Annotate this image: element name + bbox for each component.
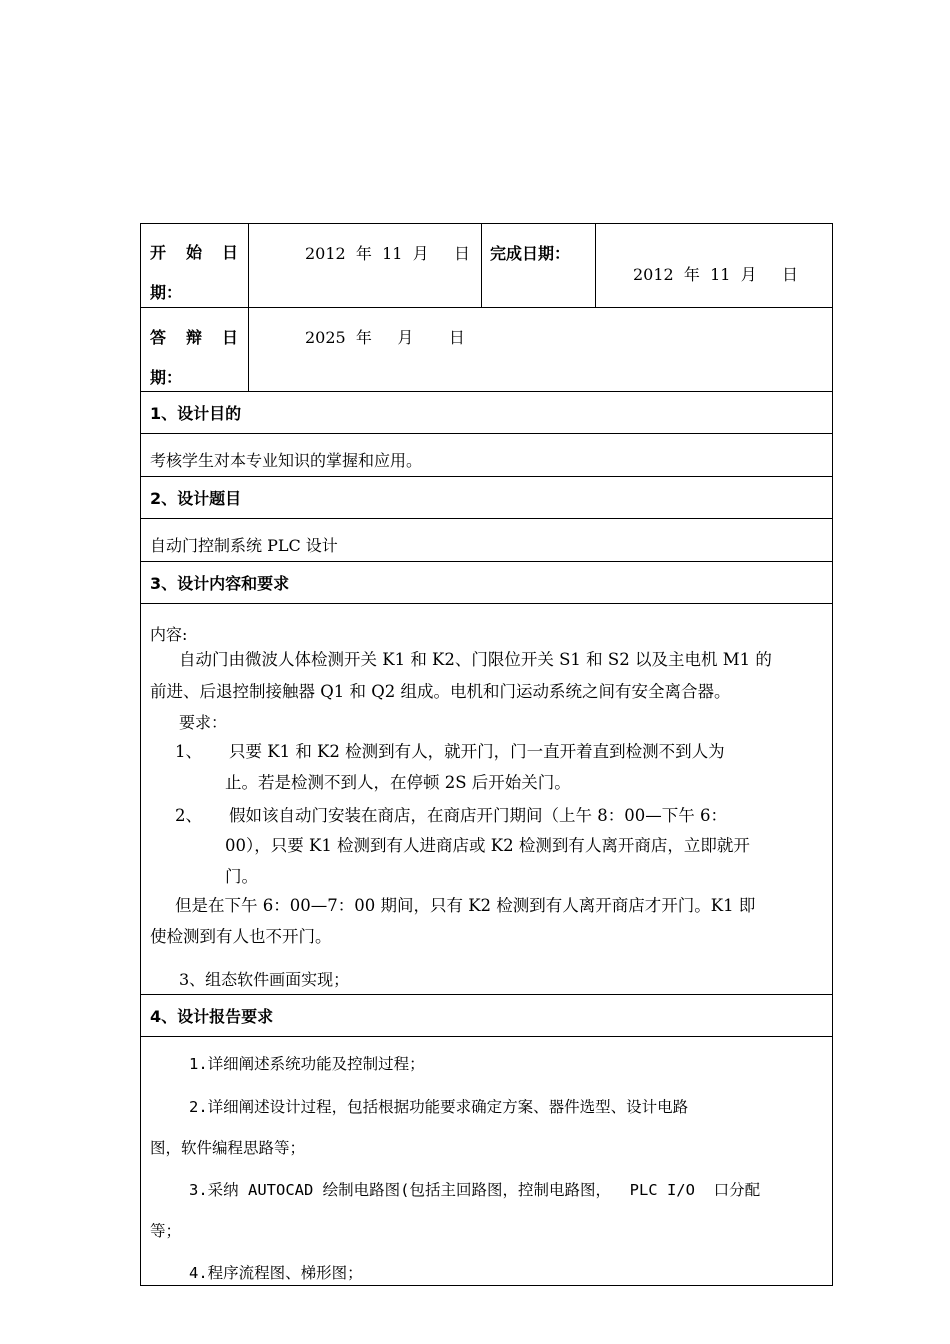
section-4-body: 1.详细阐述系统功能及控制过程； 2.详细阐述设计过程，包括根据功能要求确定方案、器件选型、设计电路 图，软件编程思路等； 3.采纳 AUTOCAD 绘制电路图(包括主回路图，控制电路图， PLC I/O 口分配 等； 4.程序流程图、梯形图； [141, 1037, 832, 1285]
start-date-label: 开 始 日 期： [150, 243, 238, 302]
defense-date-value: 2025 年 月 日 [248, 308, 832, 391]
section-2-header: 2、设计题目 [141, 477, 832, 519]
content-paragraph-2: 但是在下午 6：00—7：00 期间，只有 K2 检测到有人离开商店才开门。K1 即 [175, 896, 756, 915]
content-paragraph-1: 自动门由微波人体检测开关 K1 和 K2、门限位开关 S1 和 S2 以及主电机 M1 的 [179, 650, 772, 669]
section-3-header: 3、设计内容和要求 [141, 562, 832, 604]
section-2-body: 自动门控制系统 PLC 设计 [141, 519, 832, 562]
section-1-body: 考核学生对本专业知识的掌握和应用。 [141, 434, 832, 477]
section-3-body: 内容: 自动门由微波人体检测开关 K1 和 K2、门限位开关 S1 和 S2 以及主电机 M1 的 前进、后退控制接触器 Q1 和 Q2 组成。电机和门运动系统之间有安全离合器。 要求： 1、 只要 K1 和 K2 检测到有人，就开门，门一直开着直到检测不到人为 止。若是检测不到人，在停顿 2S 后开始关门。 2、 假如该自动门安装在商店，在商店开门期间（上午 8：00—下午 6： 00），只要 K1 检测到有人进商店或 K2 检测到有人离开商店，立即就开 门。 但是在下午 6：00—7：00 期间，只有 K2 检测到有人离开商店才开门。K1 即 使检测到有人也不开门。 3、组态软件画面实现； [141, 604, 832, 995]
section-1-header: 1、设计目的 [141, 392, 832, 434]
report-item-3: 3.采纳 AUTOCAD 绘制电路图(包括主回路图，控制电路图， PLC I/O 口分配 [189, 1181, 761, 1199]
report-item-1: 1.详细阐述系统功能及控制过程； [189, 1055, 425, 1073]
finish-date-value: 2012 年 11 月 日 [595, 224, 832, 307]
dates-row [141, 224, 832, 308]
report-item-4: 4.程序流程图、梯形图； [189, 1264, 363, 1282]
start-date-value: 2012 年 11 月 日 [248, 224, 481, 307]
requirement-2-number: 2、 [175, 806, 202, 825]
defense-date-row [141, 308, 832, 392]
requirements-heading: 要求： [179, 713, 228, 732]
design-task-form [140, 223, 833, 1286]
section-4-header: 4、设计报告要求 [141, 995, 832, 1037]
requirement-1-number: 1、 [175, 742, 202, 761]
finish-date-label: 完成日期： [481, 224, 595, 307]
requirement-1: 只要 K1 和 K2 检测到有人，就开门，门一直开着直到检测不到人为 [229, 742, 725, 761]
requirement-3: 3、组态软件画面实现； [179, 970, 350, 989]
requirement-2: 假如该自动门安装在商店，在商店开门期间（上午 8：00—下午 6： [229, 806, 727, 825]
defense-date-label: 答 辩 日 期： [150, 328, 238, 387]
report-item-2: 2.详细阐述设计过程，包括根据功能要求确定方案、器件选型、设计电路 [189, 1098, 689, 1116]
content-heading: 内容: [150, 625, 188, 644]
